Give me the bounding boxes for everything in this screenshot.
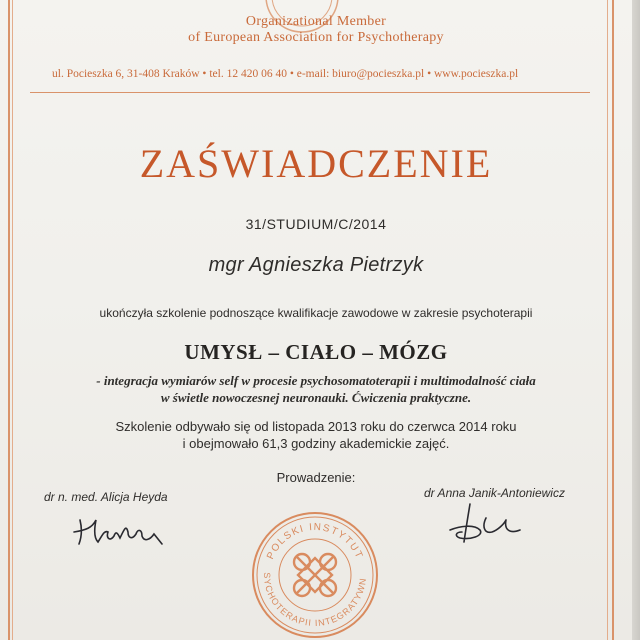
course-subtitle-line-2: w świetle nowoczesnej neuronauki. Ćwiczenia praktyczne. <box>160 390 472 405</box>
duration-line-2: i obejmowało 61,3 godziny akademickie zajęć. <box>182 436 450 451</box>
signature-2 <box>440 500 530 550</box>
training-duration <box>0 418 632 452</box>
stamp-text-top: POLSKI INSTYTUT <box>265 521 365 562</box>
instructors-label: Prowadzenie: <box>276 470 356 485</box>
stamp-text-bottom: SYCHOTERAPII INTEGRATYWN <box>261 572 369 629</box>
recipient-name: mgr Agnieszka Pietrzyk <box>208 254 424 276</box>
completion-statement: ukończyła szkolenie podnoszące kwalifikacje zawodowe w zakresie psychoterapii <box>99 306 533 320</box>
org-membership-line-2: of European Association for Psychotherapy <box>188 30 444 45</box>
signatory-name-1: dr n. med. Alicja Heyda <box>44 490 168 504</box>
certificate-number: 31/STUDIUM/C/2014 <box>245 216 387 232</box>
page-edge <box>632 0 640 640</box>
signature-1 <box>70 508 170 552</box>
course-subtitle-line-1: - integracja wymiarów self w procesie psychosomatoterapii i multimodalność ciała <box>96 373 536 388</box>
svg-text:POLSKI INSTYTUT <box>265 522 365 561</box>
contact-details: ul. Pocieszka 6, 31-408 Kraków • tel. 12 420 06 40 • e-mail: biuro@pocieszka.pl • www.pocieszka.pl <box>52 68 519 80</box>
institute-stamp <box>250 510 380 640</box>
header-divider <box>30 92 590 93</box>
signatory-name-2: dr Anna Janik-Antoniewicz <box>424 486 565 500</box>
org-membership-line-1: Organizational Member <box>245 14 387 29</box>
duration-line-1: Szkolenie odbywało się od listopada 2013 roku do czerwca 2014 roku <box>115 419 517 434</box>
course-subtitle <box>0 372 632 406</box>
celtic-knot-seal-icon <box>250 510 380 640</box>
course-title: UMYSŁ – CIAŁO – MÓZG <box>184 340 448 364</box>
certificate-title: ZAŚWIADCZENIE <box>139 141 493 186</box>
